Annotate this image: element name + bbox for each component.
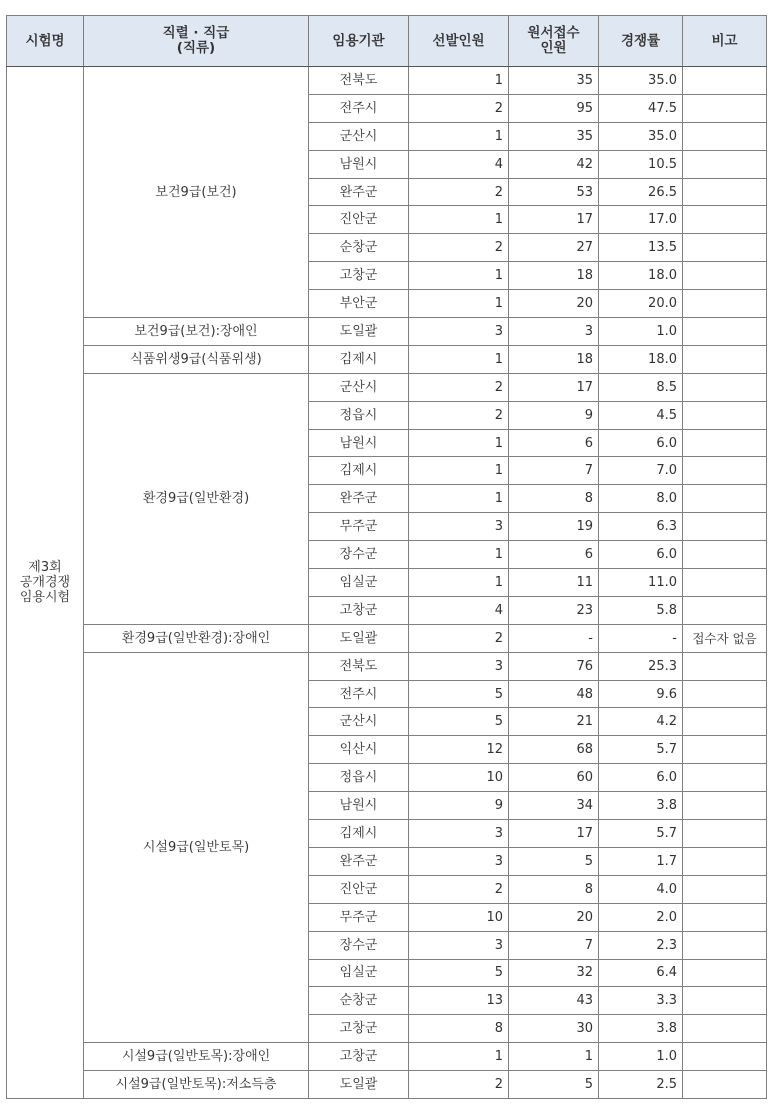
agency-cell: 무주군 (309, 903, 409, 931)
note-cell (683, 206, 767, 234)
ratio-cell: 35.0 (599, 122, 683, 150)
selection-cell: 1 (409, 541, 509, 569)
ratio-cell: 17.0 (599, 206, 683, 234)
exam-name-cell (7, 67, 84, 1099)
agency-cell: 군산시 (309, 122, 409, 150)
applicants-cell: 18 (509, 345, 599, 373)
agency-cell: 순창군 (309, 234, 409, 262)
ratio-cell: 20.0 (599, 290, 683, 318)
applicants-cell: 68 (509, 736, 599, 764)
agency-cell: 전북도 (309, 67, 409, 95)
agency-cell: 무주군 (309, 513, 409, 541)
agency-cell: 고창군 (309, 1043, 409, 1071)
ratio-cell: - (599, 624, 683, 652)
applicants-cell: 9 (509, 401, 599, 429)
selection-cell: 8 (409, 1015, 509, 1043)
table-row (7, 67, 767, 95)
ratio-cell: 2.0 (599, 903, 683, 931)
note-cell (683, 318, 767, 346)
applicants-cell: 7 (509, 931, 599, 959)
agency-cell: 완주군 (309, 485, 409, 513)
note-cell: 접수자 없음 (683, 624, 767, 652)
ratio-cell: 4.5 (599, 401, 683, 429)
agency-cell: 도일괄 (309, 1071, 409, 1099)
agency-cell: 남원시 (309, 150, 409, 178)
header-applicants (509, 16, 599, 67)
selection-cell: 5 (409, 959, 509, 987)
ratio-cell: 25.3 (599, 652, 683, 680)
note-cell (683, 680, 767, 708)
note-cell (683, 150, 767, 178)
ratio-cell: 6.4 (599, 959, 683, 987)
note-cell (683, 1015, 767, 1043)
ratio-cell: 5.7 (599, 820, 683, 848)
position-cell: 식품위생9급(식품위생) (84, 345, 309, 373)
agency-cell: 김제시 (309, 820, 409, 848)
selection-cell: 1 (409, 485, 509, 513)
header-exam: 시험명 (7, 16, 84, 67)
note-cell (683, 596, 767, 624)
agency-cell: 장수군 (309, 931, 409, 959)
applicants-cell: 21 (509, 708, 599, 736)
agency-cell: 정읍시 (309, 401, 409, 429)
position-cell: 환경9급(일반환경) (84, 373, 309, 624)
ratio-cell: 7.0 (599, 457, 683, 485)
note-cell (683, 94, 767, 122)
header-selection: 선발인원 (409, 16, 509, 67)
note-cell (683, 373, 767, 401)
ratio-cell: 8.5 (599, 373, 683, 401)
ratio-cell: 3.8 (599, 1015, 683, 1043)
applicants-cell: 35 (509, 67, 599, 95)
ratio-cell: 10.5 (599, 150, 683, 178)
selection-cell: 1 (409, 67, 509, 95)
agency-cell: 도일괄 (309, 318, 409, 346)
applicants-cell: 42 (509, 150, 599, 178)
selection-cell: 2 (409, 178, 509, 206)
note-cell (683, 262, 767, 290)
selection-cell: 1 (409, 1043, 509, 1071)
position-cell: 보건9급(보건):장애인 (84, 318, 309, 346)
ratio-cell: 1.7 (599, 847, 683, 875)
agency-cell: 정읍시 (309, 764, 409, 792)
selection-cell: 1 (409, 262, 509, 290)
ratio-cell: 1.0 (599, 318, 683, 346)
applicants-cell: 7 (509, 457, 599, 485)
ratio-cell: 5.8 (599, 596, 683, 624)
ratio-cell: 6.0 (599, 429, 683, 457)
ratio-cell: 3.3 (599, 987, 683, 1015)
selection-cell: 4 (409, 596, 509, 624)
applicants-cell: 5 (509, 1071, 599, 1099)
table-row (7, 1071, 767, 1099)
agency-cell: 군산시 (309, 373, 409, 401)
applicants-cell: 32 (509, 959, 599, 987)
selection-cell: 1 (409, 206, 509, 234)
selection-cell: 3 (409, 820, 509, 848)
exam-name-line2: 공개경쟁 (19, 574, 71, 590)
selection-cell: 2 (409, 234, 509, 262)
agency-cell: 고창군 (309, 262, 409, 290)
ratio-cell: 11.0 (599, 569, 683, 597)
applicants-cell: 18 (509, 262, 599, 290)
recruitment-competition-table (6, 15, 767, 1099)
note-cell (683, 847, 767, 875)
header-position-line1: 직렬 · 직급 (162, 25, 230, 41)
applicants-cell: 20 (509, 290, 599, 318)
header-agency: 임용기관 (309, 16, 409, 67)
table-row (7, 624, 767, 652)
table-row (7, 373, 767, 401)
ratio-cell: 2.3 (599, 931, 683, 959)
agency-cell: 전북도 (309, 652, 409, 680)
note-cell (683, 652, 767, 680)
note-cell (683, 178, 767, 206)
agency-cell: 장수군 (309, 541, 409, 569)
header-position (84, 16, 309, 67)
note-cell (683, 345, 767, 373)
agency-cell: 남원시 (309, 429, 409, 457)
ratio-cell: 6.3 (599, 513, 683, 541)
applicants-cell: 20 (509, 903, 599, 931)
agency-cell: 순창군 (309, 987, 409, 1015)
agency-cell: 김제시 (309, 457, 409, 485)
agency-cell: 완주군 (309, 178, 409, 206)
table-row (7, 1043, 767, 1071)
selection-cell: 4 (409, 150, 509, 178)
exam-name-line1: 제3회 (28, 559, 62, 575)
agency-cell: 남원시 (309, 792, 409, 820)
selection-cell: 2 (409, 1071, 509, 1099)
selection-cell: 2 (409, 875, 509, 903)
applicants-cell: 17 (509, 206, 599, 234)
header-applicants-line2: 인원 (540, 40, 567, 56)
ratio-cell: 6.0 (599, 541, 683, 569)
note-cell (683, 67, 767, 95)
agency-cell: 진안군 (309, 875, 409, 903)
note-cell (683, 429, 767, 457)
ratio-cell: 35.0 (599, 67, 683, 95)
selection-cell: 3 (409, 931, 509, 959)
position-cell: 시설9급(일반토목) (84, 652, 309, 1042)
agency-cell: 군산시 (309, 708, 409, 736)
selection-cell: 2 (409, 624, 509, 652)
selection-cell: 1 (409, 429, 509, 457)
selection-cell: 3 (409, 847, 509, 875)
selection-cell: 3 (409, 652, 509, 680)
applicants-cell: 17 (509, 373, 599, 401)
table-row (7, 345, 767, 373)
applicants-cell: 11 (509, 569, 599, 597)
agency-cell: 고창군 (309, 1015, 409, 1043)
selection-cell: 2 (409, 94, 509, 122)
agency-cell: 완주군 (309, 847, 409, 875)
note-cell (683, 987, 767, 1015)
ratio-cell: 18.0 (599, 345, 683, 373)
selection-cell: 1 (409, 122, 509, 150)
selection-cell: 1 (409, 569, 509, 597)
selection-cell: 13 (409, 987, 509, 1015)
applicants-cell: - (509, 624, 599, 652)
header-ratio: 경쟁률 (599, 16, 683, 67)
selection-cell: 5 (409, 708, 509, 736)
agency-cell: 김제시 (309, 345, 409, 373)
agency-cell: 도일괄 (309, 624, 409, 652)
applicants-cell: 19 (509, 513, 599, 541)
ratio-cell: 13.5 (599, 234, 683, 262)
selection-cell: 3 (409, 318, 509, 346)
note-cell (683, 401, 767, 429)
selection-cell: 5 (409, 680, 509, 708)
agency-cell: 부안군 (309, 290, 409, 318)
applicants-cell: 34 (509, 792, 599, 820)
ratio-cell: 1.0 (599, 1043, 683, 1071)
note-cell (683, 708, 767, 736)
applicants-cell: 17 (509, 820, 599, 848)
agency-cell: 익산시 (309, 736, 409, 764)
note-cell (683, 485, 767, 513)
ratio-cell: 5.7 (599, 736, 683, 764)
selection-cell: 2 (409, 373, 509, 401)
note-cell (683, 736, 767, 764)
applicants-cell: 76 (509, 652, 599, 680)
applicants-cell: 23 (509, 596, 599, 624)
note-cell (683, 875, 767, 903)
agency-cell: 고창군 (309, 596, 409, 624)
agency-cell: 전주시 (309, 680, 409, 708)
table-row (7, 318, 767, 346)
position-cell: 환경9급(일반환경):장애인 (84, 624, 309, 652)
note-cell (683, 290, 767, 318)
note-cell (683, 1071, 767, 1099)
position-cell: 보건9급(보건) (84, 67, 309, 318)
ratio-cell: 3.8 (599, 792, 683, 820)
applicants-cell: 48 (509, 680, 599, 708)
applicants-cell: 27 (509, 234, 599, 262)
applicants-cell: 5 (509, 847, 599, 875)
ratio-cell: 4.2 (599, 708, 683, 736)
ratio-cell: 26.5 (599, 178, 683, 206)
applicants-cell: 53 (509, 178, 599, 206)
applicants-cell: 35 (509, 122, 599, 150)
note-cell (683, 903, 767, 931)
applicants-cell: 8 (509, 875, 599, 903)
ratio-cell: 8.0 (599, 485, 683, 513)
table-body (7, 67, 767, 1099)
applicants-cell: 6 (509, 541, 599, 569)
exam-name-line3: 임용시험 (19, 589, 71, 605)
header-position-line2: (직류) (176, 40, 216, 56)
applicants-cell: 95 (509, 94, 599, 122)
header-applicants-line1: 원서접수 (527, 25, 580, 41)
note-cell (683, 513, 767, 541)
agency-cell: 전주시 (309, 94, 409, 122)
header-note: 비고 (683, 16, 767, 67)
applicants-cell: 43 (509, 987, 599, 1015)
ratio-cell: 6.0 (599, 764, 683, 792)
ratio-cell: 9.6 (599, 680, 683, 708)
selection-cell: 1 (409, 457, 509, 485)
table-row (7, 652, 767, 680)
applicants-cell: 3 (509, 318, 599, 346)
header-row (7, 16, 767, 67)
ratio-cell: 47.5 (599, 94, 683, 122)
selection-cell: 10 (409, 764, 509, 792)
selection-cell: 1 (409, 345, 509, 373)
note-cell (683, 541, 767, 569)
position-cell: 시설9급(일반토목):저소득층 (84, 1071, 309, 1099)
ratio-cell: 4.0 (599, 875, 683, 903)
note-cell (683, 764, 767, 792)
applicants-cell: 30 (509, 1015, 599, 1043)
note-cell (683, 569, 767, 597)
position-cell: 시설9급(일반토목):장애인 (84, 1043, 309, 1071)
applicants-cell: 1 (509, 1043, 599, 1071)
applicants-cell: 8 (509, 485, 599, 513)
agency-cell: 임실군 (309, 959, 409, 987)
selection-cell: 9 (409, 792, 509, 820)
note-cell (683, 234, 767, 262)
note-cell (683, 820, 767, 848)
note-cell (683, 1043, 767, 1071)
agency-cell: 임실군 (309, 569, 409, 597)
agency-cell: 진안군 (309, 206, 409, 234)
ratio-cell: 2.5 (599, 1071, 683, 1099)
selection-cell: 2 (409, 401, 509, 429)
selection-cell: 1 (409, 290, 509, 318)
note-cell (683, 122, 767, 150)
selection-cell: 10 (409, 903, 509, 931)
note-cell (683, 959, 767, 987)
selection-cell: 12 (409, 736, 509, 764)
ratio-cell: 18.0 (599, 262, 683, 290)
applicants-cell: 6 (509, 429, 599, 457)
selection-cell: 3 (409, 513, 509, 541)
applicants-cell: 60 (509, 764, 599, 792)
note-cell (683, 457, 767, 485)
note-cell (683, 931, 767, 959)
note-cell (683, 792, 767, 820)
